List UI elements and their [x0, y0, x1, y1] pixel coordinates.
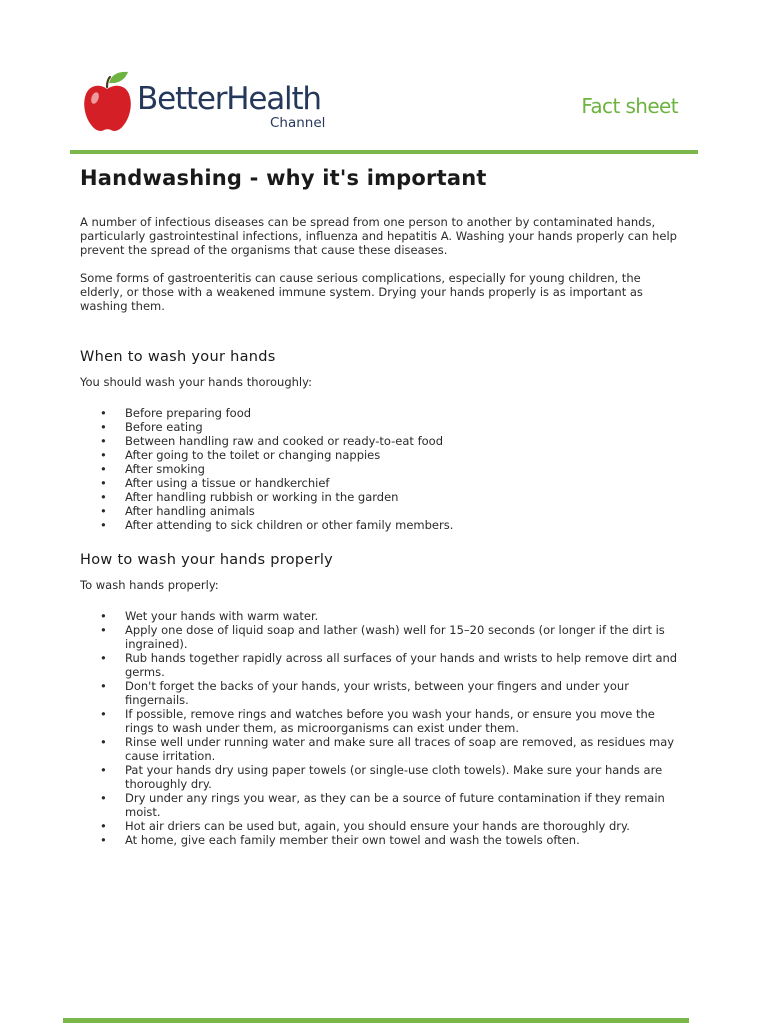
- footer-divider: [63, 1018, 689, 1023]
- list-item-text: Apply one dose of liquid soap and lather (wash) well for 15–20 seconds (or longer if the dirt is ingrained).: [125, 623, 665, 651]
- list-item-text: Before preparing food: [125, 406, 252, 420]
- list-item-text: If possible, remove rings and watches before you wash your hands, or ensure you move the rings to wash under them, as microorganisms can exist under them.: [125, 707, 655, 735]
- list-item-text: Dry under any rings you wear, as they can be a source of future contamination if they remain moist.: [125, 791, 665, 819]
- bullet-list: [80, 406, 680, 532]
- page-header: [0, 0, 768, 160]
- bullet-icon: •: [100, 434, 107, 448]
- page-title: Handwashing - why it's important: [80, 166, 487, 190]
- list-item-text: Don't forget the backs of your hands, your wrists, between your fingers and under your fingernails.: [125, 679, 629, 707]
- list-item-text: Rub hands together rapidly across all surfaces of your hands and wrists to help remove dirt and germs.: [125, 651, 678, 679]
- list-item: [80, 448, 680, 462]
- section-intro: You should wash your hands thoroughly:: [80, 375, 312, 389]
- list-item: [80, 623, 680, 651]
- document-type-label: Fact sheet: [581, 94, 678, 118]
- brand-name: BetterHealth: [137, 81, 321, 117]
- list-item: [80, 735, 680, 763]
- list-item-text: Wet your hands with warm water.: [125, 609, 319, 623]
- list-item: [80, 707, 680, 735]
- list-item: [80, 518, 680, 532]
- list-item-text: After using a tissue or handkerchief: [125, 476, 330, 490]
- intro-paragraph: A number of infectious diseases can be spread from one person to another by contaminated hands, particularly gastrointestinal infections, influenza and hepatitis A. Washing your hands properly can help prevent the spread of the organisms that cause these diseases.: [80, 215, 677, 257]
- list-item: [80, 490, 680, 504]
- bullet-icon: •: [100, 651, 107, 665]
- bullet-icon: •: [100, 833, 107, 847]
- list-item-text: Hot air driers can be used but, again, you should ensure your hands are thoroughly dry.: [125, 819, 630, 833]
- section-heading: How to wash your hands properly: [80, 552, 334, 568]
- brand-subtitle: Channel: [270, 115, 326, 131]
- bullet-icon: •: [100, 504, 107, 518]
- list-item-text: After attending to sick children or other family members.: [125, 518, 454, 532]
- list-item-text: Rinse well under running water and make sure all traces of soap are removed, as residues may cause irritation.: [125, 735, 675, 763]
- list-item: [80, 420, 680, 434]
- list-item: [80, 819, 680, 833]
- intro-paragraph: Some forms of gastroenteritis can cause serious complications, especially for young children, the elderly, or those with a weakened immune system. Drying your hands properly is as important as washing them.: [80, 271, 643, 313]
- bullet-icon: •: [100, 623, 107, 637]
- header-divider: [70, 150, 698, 154]
- bullet-icon: •: [100, 420, 107, 434]
- bullet-icon: •: [100, 406, 107, 420]
- list-item: [80, 476, 680, 490]
- apple-icon: [82, 70, 134, 134]
- list-item-text: After smoking: [125, 462, 205, 476]
- bullet-icon: •: [100, 448, 107, 462]
- bullet-icon: •: [100, 462, 107, 476]
- list-item: [80, 791, 680, 819]
- bullet-icon: •: [100, 763, 107, 777]
- list-item: [80, 406, 680, 420]
- bullet-icon: •: [100, 707, 107, 721]
- list-item: [80, 833, 680, 847]
- bullet-icon: •: [100, 490, 107, 504]
- list-item-text: Pat your hands dry using paper towels (or single-use cloth towels). Make sure your hands are thoroughly dry.: [125, 763, 663, 791]
- list-item-text: Between handling raw and cooked or ready-to-eat food: [125, 434, 444, 448]
- list-item-text: After going to the toilet or changing nappies: [125, 448, 381, 462]
- section-heading: When to wash your hands: [80, 349, 276, 365]
- list-item: [80, 679, 680, 707]
- list-item-text: After handling rubbish or working in the garden: [125, 490, 399, 504]
- list-item: [80, 609, 680, 623]
- list-item-text: After handling animals: [125, 504, 255, 518]
- bullet-icon: •: [100, 791, 107, 805]
- bullet-icon: •: [100, 735, 107, 749]
- bullet-icon: •: [100, 609, 107, 623]
- list-item: [80, 651, 680, 679]
- section-intro: To wash hands properly:: [80, 578, 219, 592]
- bullet-list: [80, 609, 680, 847]
- list-item: [80, 763, 680, 791]
- bullet-icon: •: [100, 679, 107, 693]
- list-item-text: Before eating: [125, 420, 203, 434]
- document-body: [80, 164, 680, 847]
- bullet-icon: •: [100, 819, 107, 833]
- list-item: [80, 434, 680, 448]
- bullet-icon: •: [100, 518, 107, 532]
- list-item-text: At home, give each family member their own towel and wash the towels often.: [125, 833, 580, 847]
- list-item: [80, 504, 680, 518]
- list-item: [80, 462, 680, 476]
- brand-logo: [82, 70, 372, 140]
- bullet-icon: •: [100, 476, 107, 490]
